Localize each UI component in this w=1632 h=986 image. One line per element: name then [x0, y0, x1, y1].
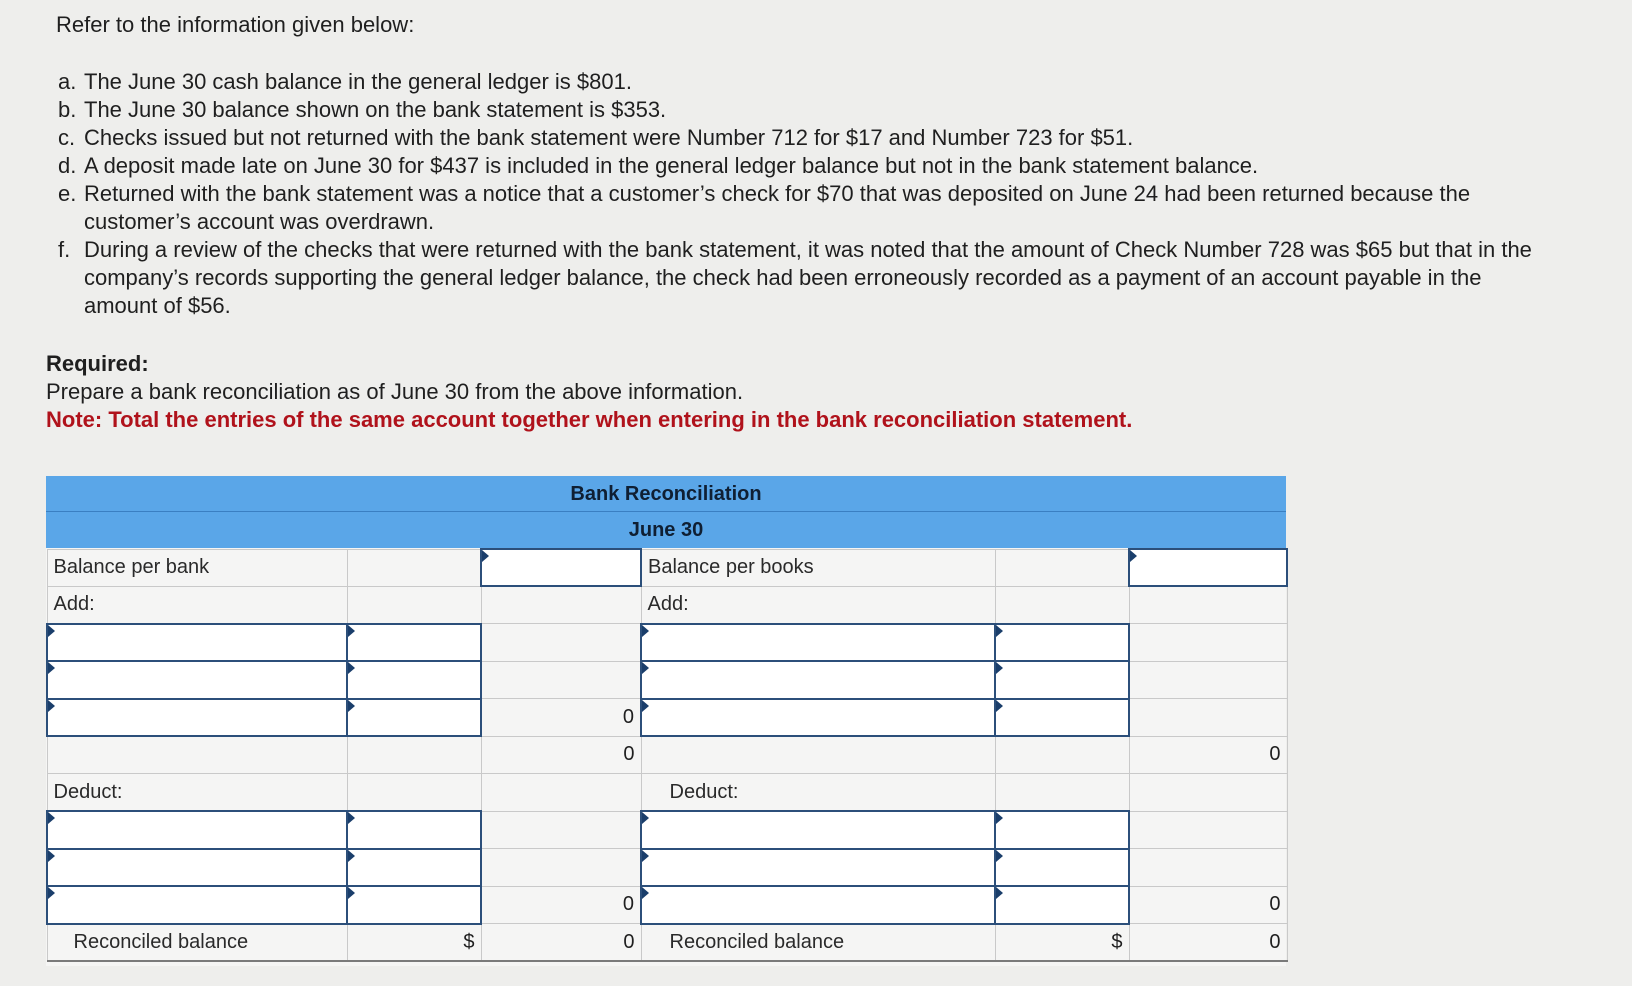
empty-cell [1129, 811, 1287, 848]
empty-cell [1129, 661, 1287, 698]
books-add-item-select[interactable] [641, 699, 995, 736]
books-deduct-amount-input[interactable] [995, 811, 1129, 848]
item-text: The June 30 balance shown on the bank statement is $353. [84, 97, 667, 122]
empty-cell [641, 736, 995, 773]
empty-cell [481, 774, 641, 811]
table-row [47, 736, 1287, 773]
intro-text: Refer to the information given below: [56, 12, 415, 37]
table-row [47, 586, 1287, 623]
list-item [58, 236, 1558, 320]
bank-add-item-select[interactable] [47, 699, 347, 736]
list-item [58, 124, 1558, 152]
empty-cell [347, 549, 481, 586]
reconciliation-table [46, 548, 1288, 962]
empty-cell [995, 549, 1129, 586]
books-reconciled-label: Reconciled balance [641, 924, 995, 961]
books-deduct-amount-input[interactable] [995, 886, 1129, 923]
bank-add-amount-input[interactable] [347, 699, 481, 736]
balance-per-books-label: Balance per books [641, 549, 995, 586]
bank-deduct-amount-input[interactable] [347, 811, 481, 848]
table-row [47, 661, 1287, 698]
books-add-label: Add: [641, 586, 995, 623]
bank-reconciled-label: Reconciled balance [47, 924, 347, 961]
balance-per-bank-label: Balance per bank [47, 549, 347, 586]
item-label: a. [58, 69, 77, 94]
books-deduct-total: 0 [1129, 886, 1287, 923]
empty-cell [347, 586, 481, 623]
bank-add-amount-input[interactable] [347, 624, 481, 661]
books-add-amount-input[interactable] [995, 699, 1129, 736]
bank-deduct-total: 0 [481, 886, 641, 923]
books-deduct-item-select[interactable] [641, 811, 995, 848]
required-section [46, 350, 1546, 434]
bank-currency-symbol: $ [347, 924, 481, 961]
empty-cell [347, 774, 481, 811]
books-add-total: 0 [1129, 736, 1287, 773]
required-heading: Required: [46, 351, 149, 376]
empty-cell [481, 661, 641, 698]
item-label: c. [58, 125, 76, 150]
empty-cell [347, 736, 481, 773]
bank-add-label: Add: [47, 586, 347, 623]
bank-add-item-select[interactable] [47, 661, 347, 698]
bank-deduct-item-select[interactable] [47, 849, 347, 886]
bank-reconciled-value: 0 [481, 924, 641, 961]
books-add-amount-input[interactable] [995, 661, 1129, 698]
bank-reconciliation-form [46, 476, 1286, 966]
item-label: d. [58, 153, 77, 178]
books-deduct-label: Deduct: [641, 774, 995, 811]
list-item [58, 180, 1558, 236]
empty-cell [481, 811, 641, 848]
item-label: b. [58, 97, 77, 122]
table-row [47, 699, 1287, 736]
balance-per-bank-input[interactable] [481, 549, 641, 586]
empty-cell [1129, 586, 1287, 623]
list-item [58, 152, 1558, 180]
bank-add-amount-input[interactable] [347, 661, 481, 698]
table-row [47, 886, 1287, 923]
given-information-list [58, 68, 1558, 320]
empty-cell [995, 736, 1129, 773]
list-item [58, 68, 1558, 96]
item-label: e. [58, 181, 77, 206]
table-row [47, 774, 1287, 811]
item-label: f. [58, 237, 71, 262]
empty-cell [1129, 774, 1287, 811]
empty-cell [995, 586, 1129, 623]
item-text: During a review of the checks that were returned with the bank statement, it was noted that the amount of Check Number 728 was $65 but that in the company’s records supporting the general ledger balance, the check had been erroneously recorded as a payment of an account payable in the amount of $56. [84, 237, 1532, 318]
table-row [47, 849, 1287, 886]
books-reconciled-value: 0 [1129, 924, 1287, 961]
books-currency-symbol: $ [995, 924, 1129, 961]
item-text: Checks issued but not returned with the bank statement were Number 712 for $17 and Number 723 for $51. [84, 125, 1134, 150]
bank-deduct-amount-input[interactable] [347, 886, 481, 923]
books-deduct-amount-input[interactable] [995, 849, 1129, 886]
table-row [47, 811, 1287, 848]
empty-cell [995, 774, 1129, 811]
empty-cell [481, 849, 641, 886]
list-item [58, 96, 1558, 124]
reconciliation-title: Bank Reconciliation [46, 476, 1286, 512]
table-row [47, 924, 1287, 961]
empty-cell [1129, 849, 1287, 886]
bank-add-item-select[interactable] [47, 624, 347, 661]
bank-deduct-label: Deduct: [47, 774, 347, 811]
table-row [47, 549, 1287, 586]
item-text: A deposit made late on June 30 for $437 is included in the general ledger balance but not in the bank statement balance. [84, 153, 1259, 178]
balance-per-books-input[interactable] [1129, 549, 1287, 586]
books-deduct-item-select[interactable] [641, 886, 995, 923]
empty-cell [481, 624, 641, 661]
bank-deduct-amount-input[interactable] [347, 849, 481, 886]
books-add-amount-input[interactable] [995, 624, 1129, 661]
required-text: Prepare a bank reconciliation as of June 30 from the above information. [46, 379, 744, 404]
empty-cell [1129, 624, 1287, 661]
bank-deduct-item-select[interactable] [47, 886, 347, 923]
table-row [47, 624, 1287, 661]
item-text: The June 30 cash balance in the general ledger is $801. [84, 69, 632, 94]
books-add-item-select[interactable] [641, 624, 995, 661]
books-add-item-select[interactable] [641, 661, 995, 698]
item-text: Returned with the bank statement was a notice that a customer’s check for $70 that was deposited on June 24 had been returned because the customer’s account was overdrawn. [84, 181, 1471, 234]
empty-cell [1129, 699, 1287, 736]
bank-deduct-item-select[interactable] [47, 811, 347, 848]
bank-add-total: 0 [481, 736, 641, 773]
empty-cell [47, 736, 347, 773]
empty-cell [481, 586, 641, 623]
reconciliation-date: June 30 [46, 512, 1286, 548]
books-deduct-item-select[interactable] [641, 849, 995, 886]
required-note: Note: Total the entries of the same account together when entering in the bank reconciliation statement. [46, 407, 1133, 432]
bank-add-subtotal: 0 [481, 699, 641, 736]
